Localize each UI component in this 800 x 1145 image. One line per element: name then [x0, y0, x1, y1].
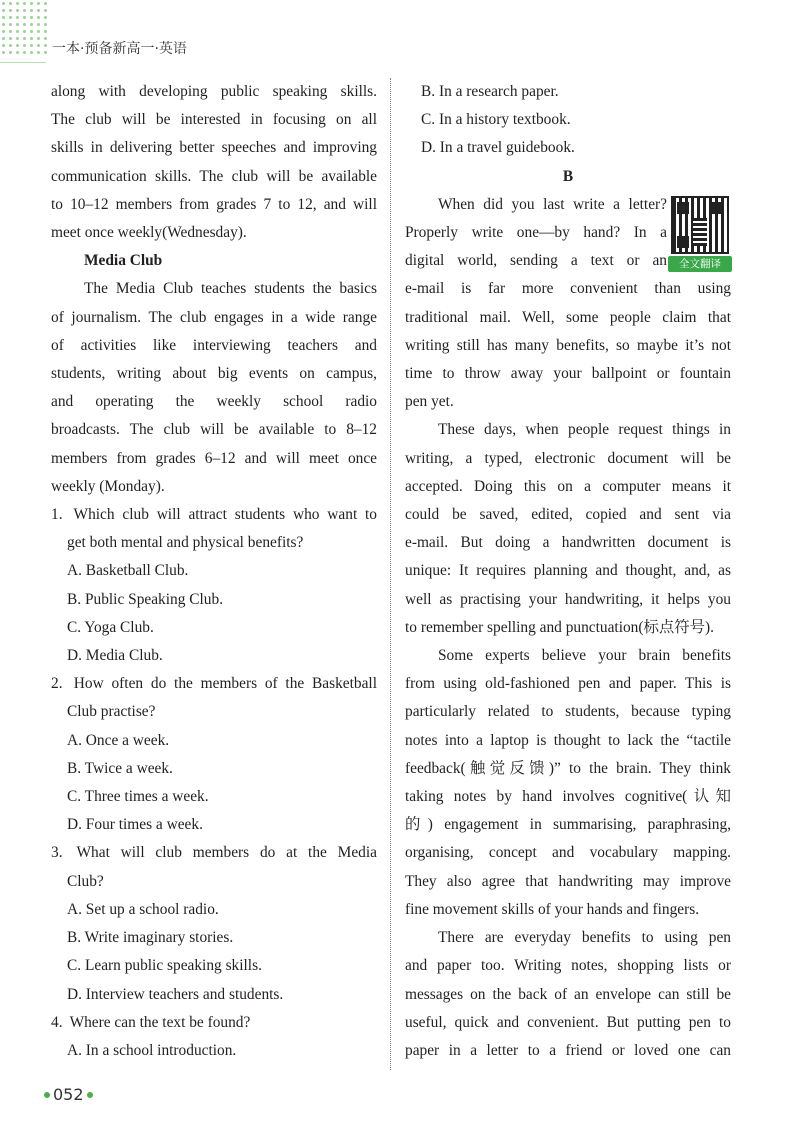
text-line: There are everyday benefits to using pen	[438, 929, 731, 947]
answer-option[interactable]: A. In a school introduction.	[67, 1041, 237, 1059]
answer-option[interactable]: D. Interview teachers and students.	[67, 985, 284, 1003]
paragraph-typed-vs-handwritten	[405, 416, 731, 642]
text-line: messages on the back of an envelope can still be	[405, 985, 731, 1003]
text-line: notes into a laptop is thought to lack the “tactile	[405, 731, 731, 749]
question-3	[51, 839, 377, 1008]
answer-option[interactable]: B. Twice a week.	[67, 759, 173, 777]
text-line: When did you last write a letter?	[438, 195, 667, 213]
text-line: to remember spelling and punctuation(标点符号).	[405, 618, 715, 636]
answer-option[interactable]: D. Media Club.	[67, 647, 163, 665]
text-line: feedback(触觉反馈)” to the brain. They think	[405, 759, 731, 777]
text-line: writing, a typed, electronic document will be	[405, 449, 731, 467]
paragraph-media-club	[51, 275, 377, 501]
text-line: e-mail is far more convenient than using	[405, 280, 731, 298]
question-text: get both mental and physical benefits?	[67, 534, 304, 552]
page-dot-icon	[87, 1092, 93, 1098]
text-line: weekly (Monday).	[51, 477, 165, 495]
text-line: broadcasts. The club will be available to 8–12	[51, 421, 377, 439]
text-line: time to throw away your ballpoint or fountain	[405, 365, 731, 383]
page-number-text: 052	[53, 1085, 84, 1104]
question-number: 1.	[51, 506, 63, 524]
text-line: from using old-fashioned pen and paper. This is	[405, 675, 731, 693]
text-line: and operating the weekly school radio	[51, 393, 377, 411]
text-line: pen yet.	[405, 393, 454, 411]
question-text: Club?	[67, 872, 104, 890]
answer-option[interactable]: C. Yoga Club.	[67, 618, 154, 636]
text-line: could be saved, edited, copied and sent via	[405, 506, 731, 524]
qr-code-block[interactable]	[668, 196, 732, 274]
page-dot-icon	[44, 1092, 50, 1098]
paragraph-public-speaking-end	[51, 78, 377, 247]
text-line: skills in delivering better speeches and improving	[51, 139, 377, 157]
text-line: unique: It requires planning and thought, and, as	[405, 562, 731, 580]
text-line: paper in a letter to a friend or loved one can	[405, 1041, 731, 1059]
page-number	[44, 1085, 93, 1104]
answer-option[interactable]: B. Write imaginary stories.	[67, 929, 234, 947]
header-title: 一本·预备新高一·英语	[52, 41, 187, 57]
text-line: Properly write one—by hand? In a	[405, 224, 667, 242]
text-line: and paper too. Writing notes, shopping lists or	[405, 957, 731, 975]
media-club-heading: Media Club	[84, 252, 163, 270]
text-line: along with developing public speaking skills.	[51, 83, 377, 100]
text-line: taking notes by hand involves cognitive(认知	[405, 788, 731, 806]
text-line: meet once weekly(Wednesday).	[51, 224, 247, 242]
text-line: fine movement skills of your hands and fingers.	[405, 900, 700, 918]
column-divider	[390, 78, 391, 1070]
text-line: useful, quick and convenient. But putting pen to	[405, 1013, 731, 1031]
question-stem	[51, 670, 377, 698]
answer-option[interactable]: B. Public Speaking Club.	[67, 590, 224, 608]
question-stem	[51, 501, 377, 529]
answer-option[interactable]: C. Learn public speaking skills.	[67, 957, 262, 975]
answer-option[interactable]: C. Three times a week.	[67, 788, 209, 806]
paragraph-everyday-benefits	[405, 924, 731, 1065]
answer-option[interactable]: A. Set up a school radio.	[67, 900, 219, 918]
text-line: communication skills. The club will be available	[51, 167, 377, 185]
answer-option[interactable]: B. In a research paper.	[421, 83, 559, 100]
full-translation-label[interactable]: 全文翻译	[668, 256, 732, 272]
text-line: of journalism. The club engages in a wide range	[51, 308, 377, 326]
text-line: accepted. Doing this on a computer means it	[405, 477, 731, 495]
header-rule	[0, 62, 46, 63]
question-text: How often do the members of the Basketball	[73, 675, 377, 693]
question-2	[51, 670, 377, 839]
question-4	[51, 1009, 377, 1065]
text-line: particularly related to students, because typing	[405, 703, 731, 721]
answer-option[interactable]: A. Once a week.	[67, 731, 170, 749]
text-line: well as practising your handwriting, it helps you	[405, 590, 731, 608]
question-4-options-continued	[405, 78, 731, 163]
text-line: They also agree that handwriting may improve	[405, 872, 731, 890]
text-line: traditional mail. Well, some people claim that	[405, 308, 731, 326]
question-number: 3.	[51, 844, 63, 862]
question-text: Which club will attract students who want to	[73, 506, 378, 524]
text-line: The Media Club teaches students the basics	[84, 280, 377, 298]
text-line: of activities like interviewing teachers and	[51, 336, 377, 354]
answer-option[interactable]: D. Four times a week.	[67, 816, 203, 834]
answer-option[interactable]: C. In a history textbook.	[421, 111, 571, 129]
answer-option[interactable]: A. Basketball Club.	[67, 562, 189, 580]
question-text: Where can the text be found?	[69, 1013, 251, 1031]
question-text: Club practise?	[67, 703, 156, 721]
section-b-heading: B	[562, 167, 574, 185]
question-stem	[51, 1009, 377, 1037]
text-line: writing still has many benefits, so maybe it’s not	[405, 336, 731, 354]
text-line: Some experts believe your brain benefits	[438, 647, 731, 665]
text-line: e-mail. But doing a handwritten document is	[405, 534, 731, 552]
paragraph-brain-benefits	[405, 642, 731, 924]
question-number: 2.	[51, 675, 63, 693]
text-line: to 10–12 members from grades 7 to 12, and will	[51, 195, 377, 213]
answer-option[interactable]: D. In a travel guidebook.	[421, 139, 575, 157]
text-line: digital world, sending a text or an	[405, 252, 667, 270]
text-line: 的) engagement in summarising, paraphrasing,	[405, 816, 731, 834]
question-stem	[51, 839, 377, 867]
text-line: The club will be interested in focusing on all	[51, 111, 377, 129]
question-1	[51, 501, 377, 670]
question-number: 4.	[51, 1013, 63, 1031]
text-line: students, writing about big events on campus,	[51, 365, 377, 383]
text-line: These days, when people request things in	[438, 421, 731, 439]
qr-code-icon[interactable]	[671, 196, 729, 254]
question-text: What will club members do at the Media	[76, 844, 377, 862]
header-dot-pattern	[0, 0, 48, 58]
text-line: organising, concept and vocabulary mapping.	[405, 844, 731, 862]
left-column	[51, 78, 377, 1065]
text-line: members from grades 6–12 and will meet once	[51, 449, 377, 467]
